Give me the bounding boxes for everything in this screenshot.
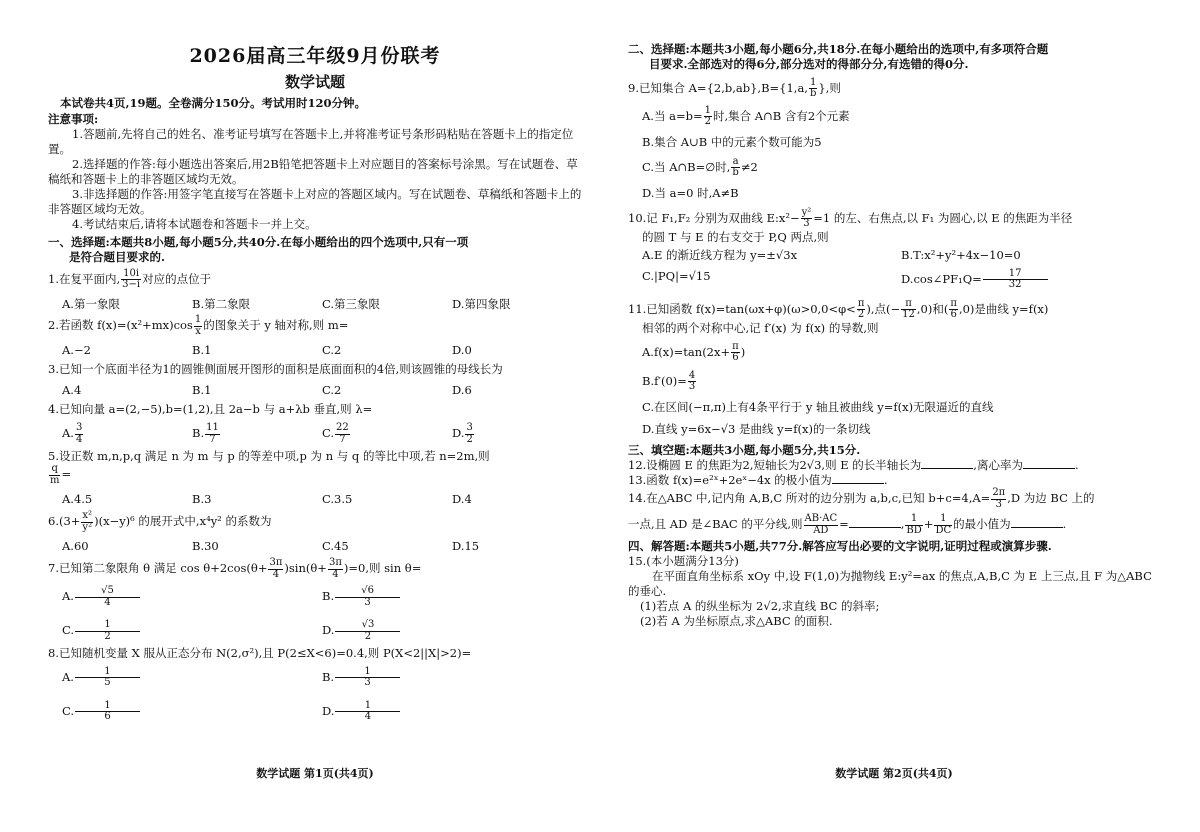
option-a: A.f(x)=tan(2x+ $\frac{\pi}{6}$ ) [642,340,746,364]
question-15-heading: 15.(本小题满分13分) [628,554,739,569]
option-c: C.2 [322,343,342,358]
notice-item: 4.考试结束后,请将本试题卷和答题卡一并上交。 [72,216,317,231]
q10-options [628,248,1160,291]
question-15-body: 在平面直角坐标系 xOy 中,设 F(1,0)为抛物线 E:y²=ax 的焦点,A,B,C 为 E 上三点,且 F 为△ABC 的垂心. [628,569,1152,599]
answer-blank [1023,459,1075,469]
q5-options [48,492,582,507]
option-c: C.45 [322,539,349,554]
option-a: A.第一象限 [62,296,120,311]
question-11: 11.已知函数 f(x)=tan(ωx+φ)(ω>0,0<φ< $\frac{\pi}{2}$ ),点(− $\frac{\pi}{12}$ ,0)和( $\frac{\pi}{6}$ ,0)是曲线 y=f(x) 相邻的两个对称中心,记 f′(x) 为 f(x) 的导数,则 [628,297,1049,335]
page-footer: 数学试题 第2页(共4页) [835,767,953,780]
option-b: B.集合 A∪B 中的元素个数可能为5 [642,134,822,149]
question-7: 7.已知第二象限角 θ 满足 cos θ+2cos(θ+ $\frac{3\pi}{4}$ )sin(θ+ $\frac{3\pi}{4}$ )=0,则 sin θ= [48,557,422,580]
q5-fraction: $\frac{q}{m}$ [50,463,60,486]
notice-list [48,127,582,232]
q4-options [48,423,582,445]
question-3: 3.已知一个底面半径为1的圆锥侧面展开图形的面积是底面面积的4倍,则该圆锥的母线长为 [48,362,503,377]
option-b: B.30 [192,539,219,554]
section-1-heading: 一、选择题:本题共8小题,每小题5分,共40分.在每小题给出的四个选项中,只有一项 [48,234,469,249]
option-d: D. $\frac{3}{2}$ [452,422,473,445]
notice-item: 2.选择题的作答:每小题选出答案后,用2B铅笔把答题卡上对应题目的答案标号涂黑。写在试题卷、草稿纸和答题卡上的非答题区域均无效。 [48,156,578,186]
option-c: C. $\frac{1}{2}$ [62,620,322,642]
question-2 [48,315,582,337]
exam-info: 本试卷共4页,19题。全卷满分150分。考试用时120分钟。 [60,96,367,111]
option-b: B. $\frac{1}{3}$ [322,667,582,689]
option-c: C.|PQ|=√15 [642,268,711,283]
option-a: A. $\frac{3}{4}$ [62,422,83,445]
q2-options [48,343,582,358]
question-1 [48,269,582,291]
option-d: D.15 [452,539,480,554]
option-b: B.1 [192,383,212,398]
exam-page-1 [48,0,582,832]
question-5: 5.设正数 m,n,p,q 满足 n 为 m 与 p 的等差中项,p 为 n 与 q 的等比中项,若 n=2m,则 $\frac{q}{m}$ = [48,449,490,486]
option-b: B.第二象限 [192,296,251,311]
q1-fraction: $\frac{10i}{3-i}$ [122,267,141,290]
question-6: 6.(3+ $\frac{\text{x²}}{\text{y²}}$ )(x−y)⁶ 的展开式中,x⁴y² 的系数为 [48,510,272,533]
option-b: B.1 [192,343,212,358]
section-3-heading: 三、填空题:本题共3小题,每小题5分,共15分. [628,443,861,458]
option-a: A.−2 [62,343,91,358]
option-c: C.3.5 [322,492,353,507]
question-15-part-2: (2)若 A 为坐标原点,求△ABC 的面积. [640,613,833,628]
exam-page-2 [628,0,1160,832]
notice-item: 1.答题前,先将自己的姓名、准考证号填写在答题卡上,并将准考证号条形码粘贴在答题卡上的指定位置。 [48,127,574,156]
q2-fraction: $\frac{1}{x}$ [194,314,202,337]
option-a: A.E 的渐近线方程为 y=±√3x [642,247,798,262]
section-2-heading-cont: 目要求.全部选对的得6分,部分选对的得部分分,有选错的得0分. [649,56,969,71]
option-b: B.3 [192,492,212,507]
exam-subtitle: 数学试题 [284,72,345,91]
question-8: 8.已知随机变量 X 服从正态分布 N(2,σ²),且 P(2≤X<6)=0.4,则 P(X<2||X|>2)= [48,646,472,660]
q1-stem-end: 对应的点位于 [142,271,212,286]
question-12: 12.设椭圆 E 的焦距为2,短轴长为2√3,则 E 的长半轴长为 ,离心率为 . [628,458,1079,473]
answer-blank [849,518,901,528]
question-13: 13.函数 f(x)=e²ˣ+2eˣ−4x 的极小值为 . [628,473,888,488]
question-15-part-1: (1)若点 A 的纵坐标为 2√2,求直线 BC 的斜率; [640,599,880,613]
option-c: C.在区间(−π,π)上有4条平行于 y 轴且被曲线 y=f(x)无限逼近的直线 [642,399,994,414]
q1-stem: 1.在复平面内, [48,271,121,286]
answer-blank [921,459,973,469]
section-2-heading: 二、选择题:本题共3小题,每小题6分,共18分.在每小题给出的选项中,有多项符合题 [628,42,1049,56]
option-a: A.60 [62,539,89,554]
question-4: 4.已知向量 a=(2,−5),b=(1,2),且 2a−b 与 a+λb 垂直,则 λ= [48,402,373,417]
option-b: B. $\frac{11}{7}$ [192,422,219,445]
option-c: C.当 A∩B=∅时, $\frac{a}{b}$ ≠2 [642,155,758,179]
q1-options [48,297,582,312]
option-d: D. $\frac{√3}{2}$ [322,620,582,642]
option-d: D.第四象限 [452,296,511,311]
option-c: C.第三象限 [322,296,381,311]
question-10: 10.记 F₁,F₂ 分别为双曲线 E:x²− $\frac{\text{y²}}{3}$ =1 的左、右焦点,以 F₁ 为圆心,以 E 的焦距为半径 的圆 T 与 E 的右支交于 P,Q 两点,则 [628,206,1073,244]
notice-heading: 注意事项: [48,112,99,127]
option-d: D. $\frac{1}{4}$ [322,701,582,723]
q9-options [628,106,1160,201]
option-c: C. $\frac{22}{7}$ [322,422,349,445]
q11-options [628,342,1160,437]
option-b: B. $\frac{√6}{3}$ [322,586,582,608]
option-a: A. $\frac{√5}{4}$ [62,586,322,608]
section-4-heading: 四、解答题:本题共5小题,共77分.解答应写出必要的文字说明,证明过程或演算步骤. [628,539,1052,554]
q6-options [48,539,582,554]
option-d: D.6 [452,383,472,398]
answer-blank [832,474,884,484]
exam-title: 2026届高三年级9月份联考 [189,45,441,67]
option-b: B.f′(0)= $\frac{4}{3}$ [642,369,696,393]
question-9: 9.已知集合 A={2,b,ab},B={1,a, $\frac{1}{b}$ },则 [628,76,841,100]
option-c: C. $\frac{1}{6}$ [62,701,322,723]
question-14: 14.在△ABC 中,记内角 A,B,C 所对的边分别为 a,b,c,已知 b+c=4,A= $\frac{2\pi}{3}$ ,D 为边 BC 上的 一点,且 AD 是∠BAC 的平分线,则 $\frac{AB\cdot AC}{AD}$ = , $\frac{1}{BD}$ + $\frac{1}{DC}$ 的最小值为 . [628,487,1095,536]
q7-options [48,586,582,642]
option-c: C.2 [322,383,342,398]
option-a: A.4 [62,383,82,398]
option-a: A. $\frac{1}{5}$ [62,667,322,689]
answer-blank [1011,518,1063,528]
option-d: D.0 [452,343,472,358]
option-d: D.当 a=0 时,A≠B [642,185,739,200]
q2-stem: 2.若函数 f(x)=(x²+mx)cos [48,318,193,333]
option-b: B.T:x²+y²+4x−10=0 [901,247,1021,262]
q3-options [48,383,582,398]
option-d: D.直线 y=6x−√3 是曲线 y=f(x)的一条切线 [642,421,871,436]
option-a: A.当 a=b= $\frac{1}{2}$ 时,集合 A∩B 含有2个元素 [642,104,850,128]
section-1-heading-cont: 是符合题目要求的. [69,249,166,264]
option-d: D.4 [452,492,472,507]
q2-stem-end: 的图象关于 y 轴对称,则 m= [203,318,349,333]
option-d: D.cos∠PF₁Q= $\frac{17}{32}$ [901,269,1160,291]
notice-item: 3.非选择题的作答:用签字笔直接写在答题卡上对应的答题区域内。写在试题卷、草稿纸和答题卡上的非答题区域均无效。 [48,186,582,216]
option-a: A.4.5 [62,492,93,507]
q8-options [48,667,582,723]
page-footer: 数学试题 第1页(共4页) [256,767,374,780]
